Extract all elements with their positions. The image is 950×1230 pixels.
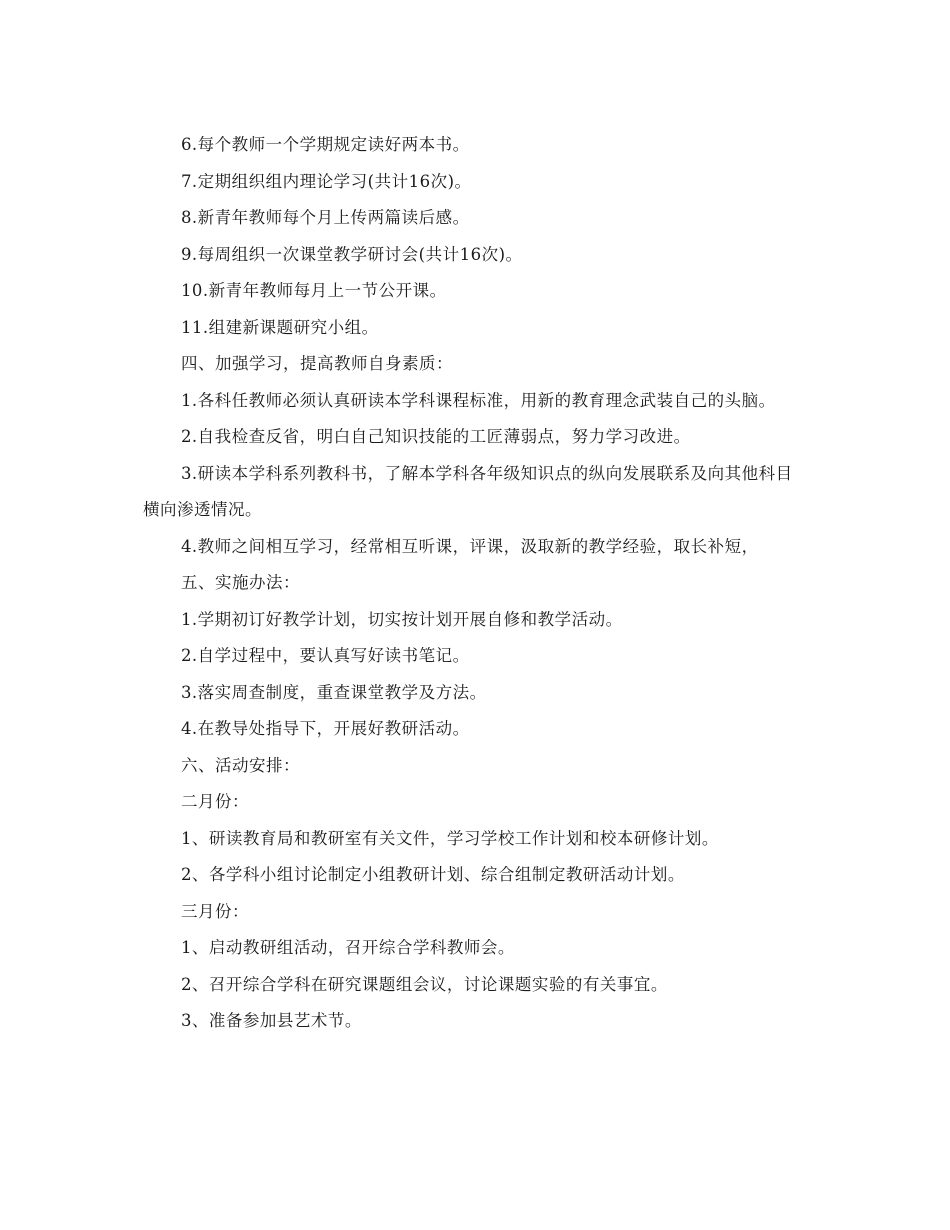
month-heading: 三月份：	[180, 901, 249, 921]
paragraph: 2、各学科小组讨论制定小组教研计划、综合组制定教研活动计划。	[180, 865, 685, 884]
paragraph: 2.自我检查反省，明白自己知识技能的工匠薄弱点，努力学习改进。	[180, 427, 691, 446]
paragraph: 1、启动教研组活动，召开综合学科教师会。	[180, 938, 515, 957]
section-heading: 四、加强学习，提高教师自身素质：	[180, 354, 453, 373]
paragraph: 2.自学过程中，要认真写好读书笔记。	[180, 646, 470, 665]
paragraph: 6.每个教师一个学期规定读好两本书。	[180, 135, 470, 154]
paragraph: 8.新青年教师每个月上传两篇读后感。	[180, 208, 470, 227]
paragraph: 9.每周组织一次课堂教学研讨会(共计16次)。	[180, 244, 523, 264]
paragraph: 1.各科任教师必须认真研读本学科课程标准，用新的教育理念武装自己的头脑。	[180, 390, 776, 410]
section-heading: 五、实施办法：	[180, 573, 300, 592]
paragraph: 4.在教导处指导下，开展好教研活动。	[180, 719, 470, 738]
paragraph: 3.研读本学科系列教科书，了解本学科各年级知识点的纵向发展联系及向其他科目横向渗透情况。	[143, 463, 793, 519]
paragraph: 2、召开综合学科在研究课题组会议，讨论课题实验的有关事宜。	[180, 974, 668, 994]
paragraph: 7.定期组织组内理论学习(共计16次)。	[180, 171, 472, 191]
paragraph: 3.落实周查制度，重查课堂教学及方法。	[180, 682, 487, 702]
paragraph: 11.组建新课题研究小组。	[180, 317, 379, 337]
paragraph: 1.学期初订好教学计划，切实按计划开展自修和教学活动。	[180, 609, 623, 629]
section-heading: 六、活动安排：	[180, 755, 300, 775]
month-heading: 二月份：	[180, 792, 249, 811]
paragraph: 1、研读教育局和教研室有关文件，学习学校工作计划和校本研修计划。	[180, 828, 719, 848]
paragraph: 10.新青年教师每月上一节公开课。	[180, 281, 447, 300]
paragraph: 4.教师之间相互学习，经常相互听课，评课，汲取新的教学经验，取长补短，	[180, 536, 759, 556]
document-body	[143, 127, 808, 1040]
paragraph: 3、准备参加县艺术节。	[180, 1011, 362, 1030]
